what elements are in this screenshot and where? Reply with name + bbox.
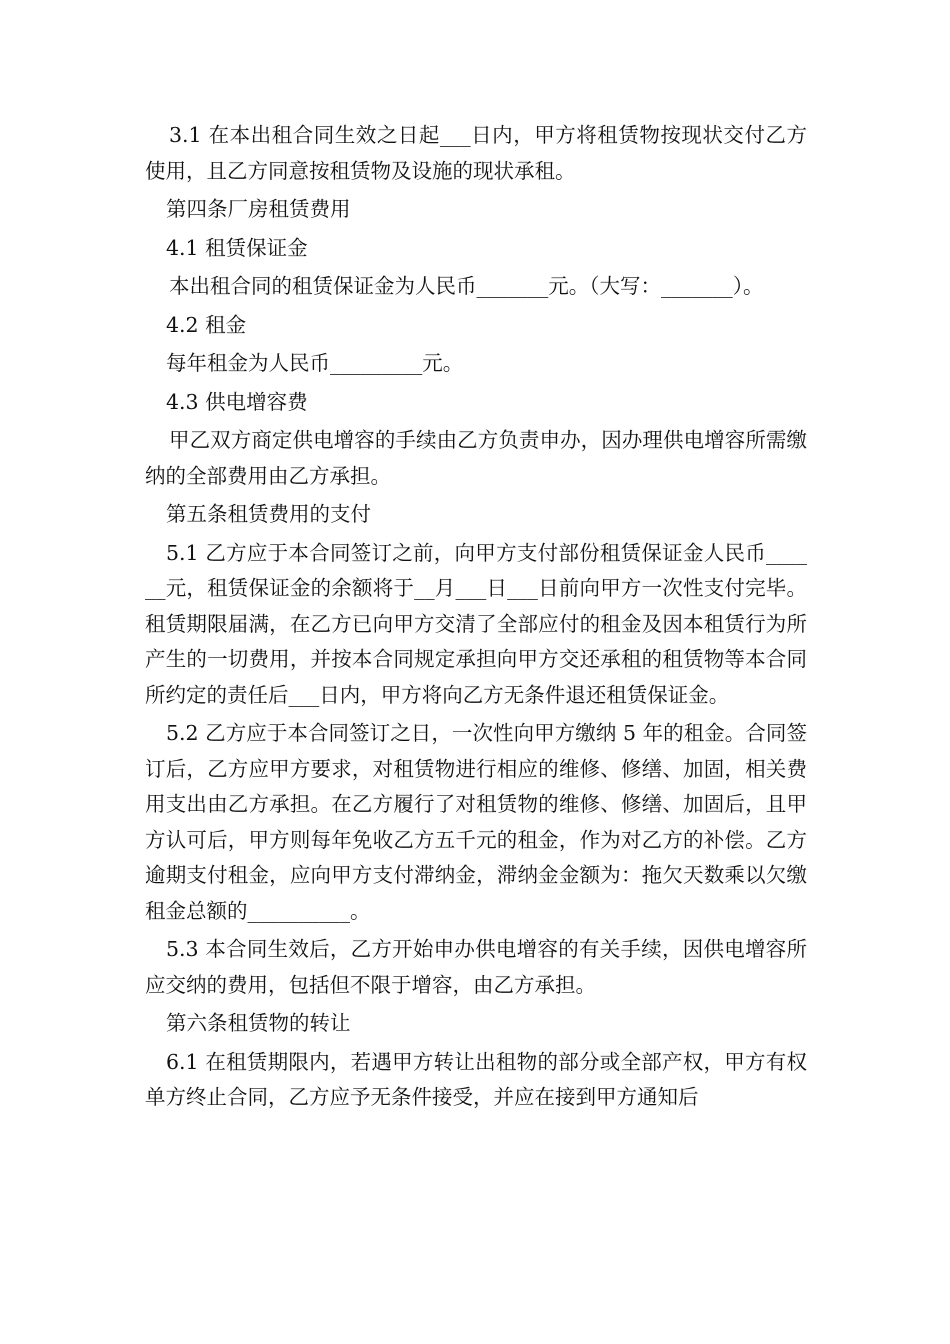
paragraph-5-2: 5.2 乙方应于本合同签订之日，一次性向甲方缴纳 5 年的租金。合同签订后，乙方应甲方要求，对租赁物进行相应的维修、修缮、加固，相关费用支出由乙方承担。在乙方履行了对租赁物的维修、修缮、加固后，且甲方认可后，甲方则每年免收乙方五千元的租金，作为对乙方的补偿。乙方逾期支付租金，应向甲方支付滞纳金，滞纳金金额为：拖欠天数乘以欠缴租金总额的__________。 bbox=[145, 721, 807, 923]
paragraph-4-3: 甲乙双方商定供电增容的手续由乙方负责申办，因办理供电增容所需缴纳的全部费用由乙方承担。 bbox=[145, 428, 807, 488]
paragraph-6-1: 6.1 在租赁期限内，若遇甲方转让出租物的部分或全部产权，甲方有权单方终止合同，乙方应予无条件接受，并应在接到甲方通知后 bbox=[145, 1049, 807, 1109]
paragraph-5-1: 5.1 乙方应于本合同签订之前，向甲方支付部份租赁保证金人民币______元，租赁保证金的余额将于__月___日___日前向甲方一次性支付完毕。租赁期限届满，在乙方已向甲方交清了全部应付的租金及因本租赁行为所产生的一切费用，并按本合同规定承担向甲方交还承租的租赁物等本合同所约定的责任后___日内，甲方将向乙方无条件退还租赁保证金。 bbox=[145, 540, 807, 707]
heading-article-5: 第五条租赁费用的支付 bbox=[166, 502, 371, 526]
heading-4-1: 4.1 租赁保证金 bbox=[166, 235, 308, 260]
paragraph-5-3: 5.3 本合同生效后，乙方开始申办供电增容的有关手续，因供电增容所应交纳的费用，包括但不限于增容，由乙方承担。 bbox=[145, 937, 807, 997]
document-body bbox=[145, 118, 807, 1116]
heading-4-2: 4.2 租金 bbox=[166, 312, 247, 337]
paragraph-4-1: 本出租合同的租赁保证金为人民币_______元。（大写：_______）。 bbox=[169, 274, 764, 298]
heading-article-6: 第六条租赁物的转让 bbox=[166, 1011, 351, 1035]
heading-4-3: 4.3 供电增容费 bbox=[166, 389, 308, 414]
paragraph-3-1: 3.1 在本出租合同生效之日起___日内，甲方将租赁物按现状交付乙方使用，且乙方同意按租赁物及设施的现状承租。 bbox=[145, 123, 807, 183]
heading-article-4: 第四条厂房租赁费用 bbox=[166, 197, 351, 221]
paragraph-4-2: 每年租金为人民币_________元。 bbox=[166, 351, 464, 375]
